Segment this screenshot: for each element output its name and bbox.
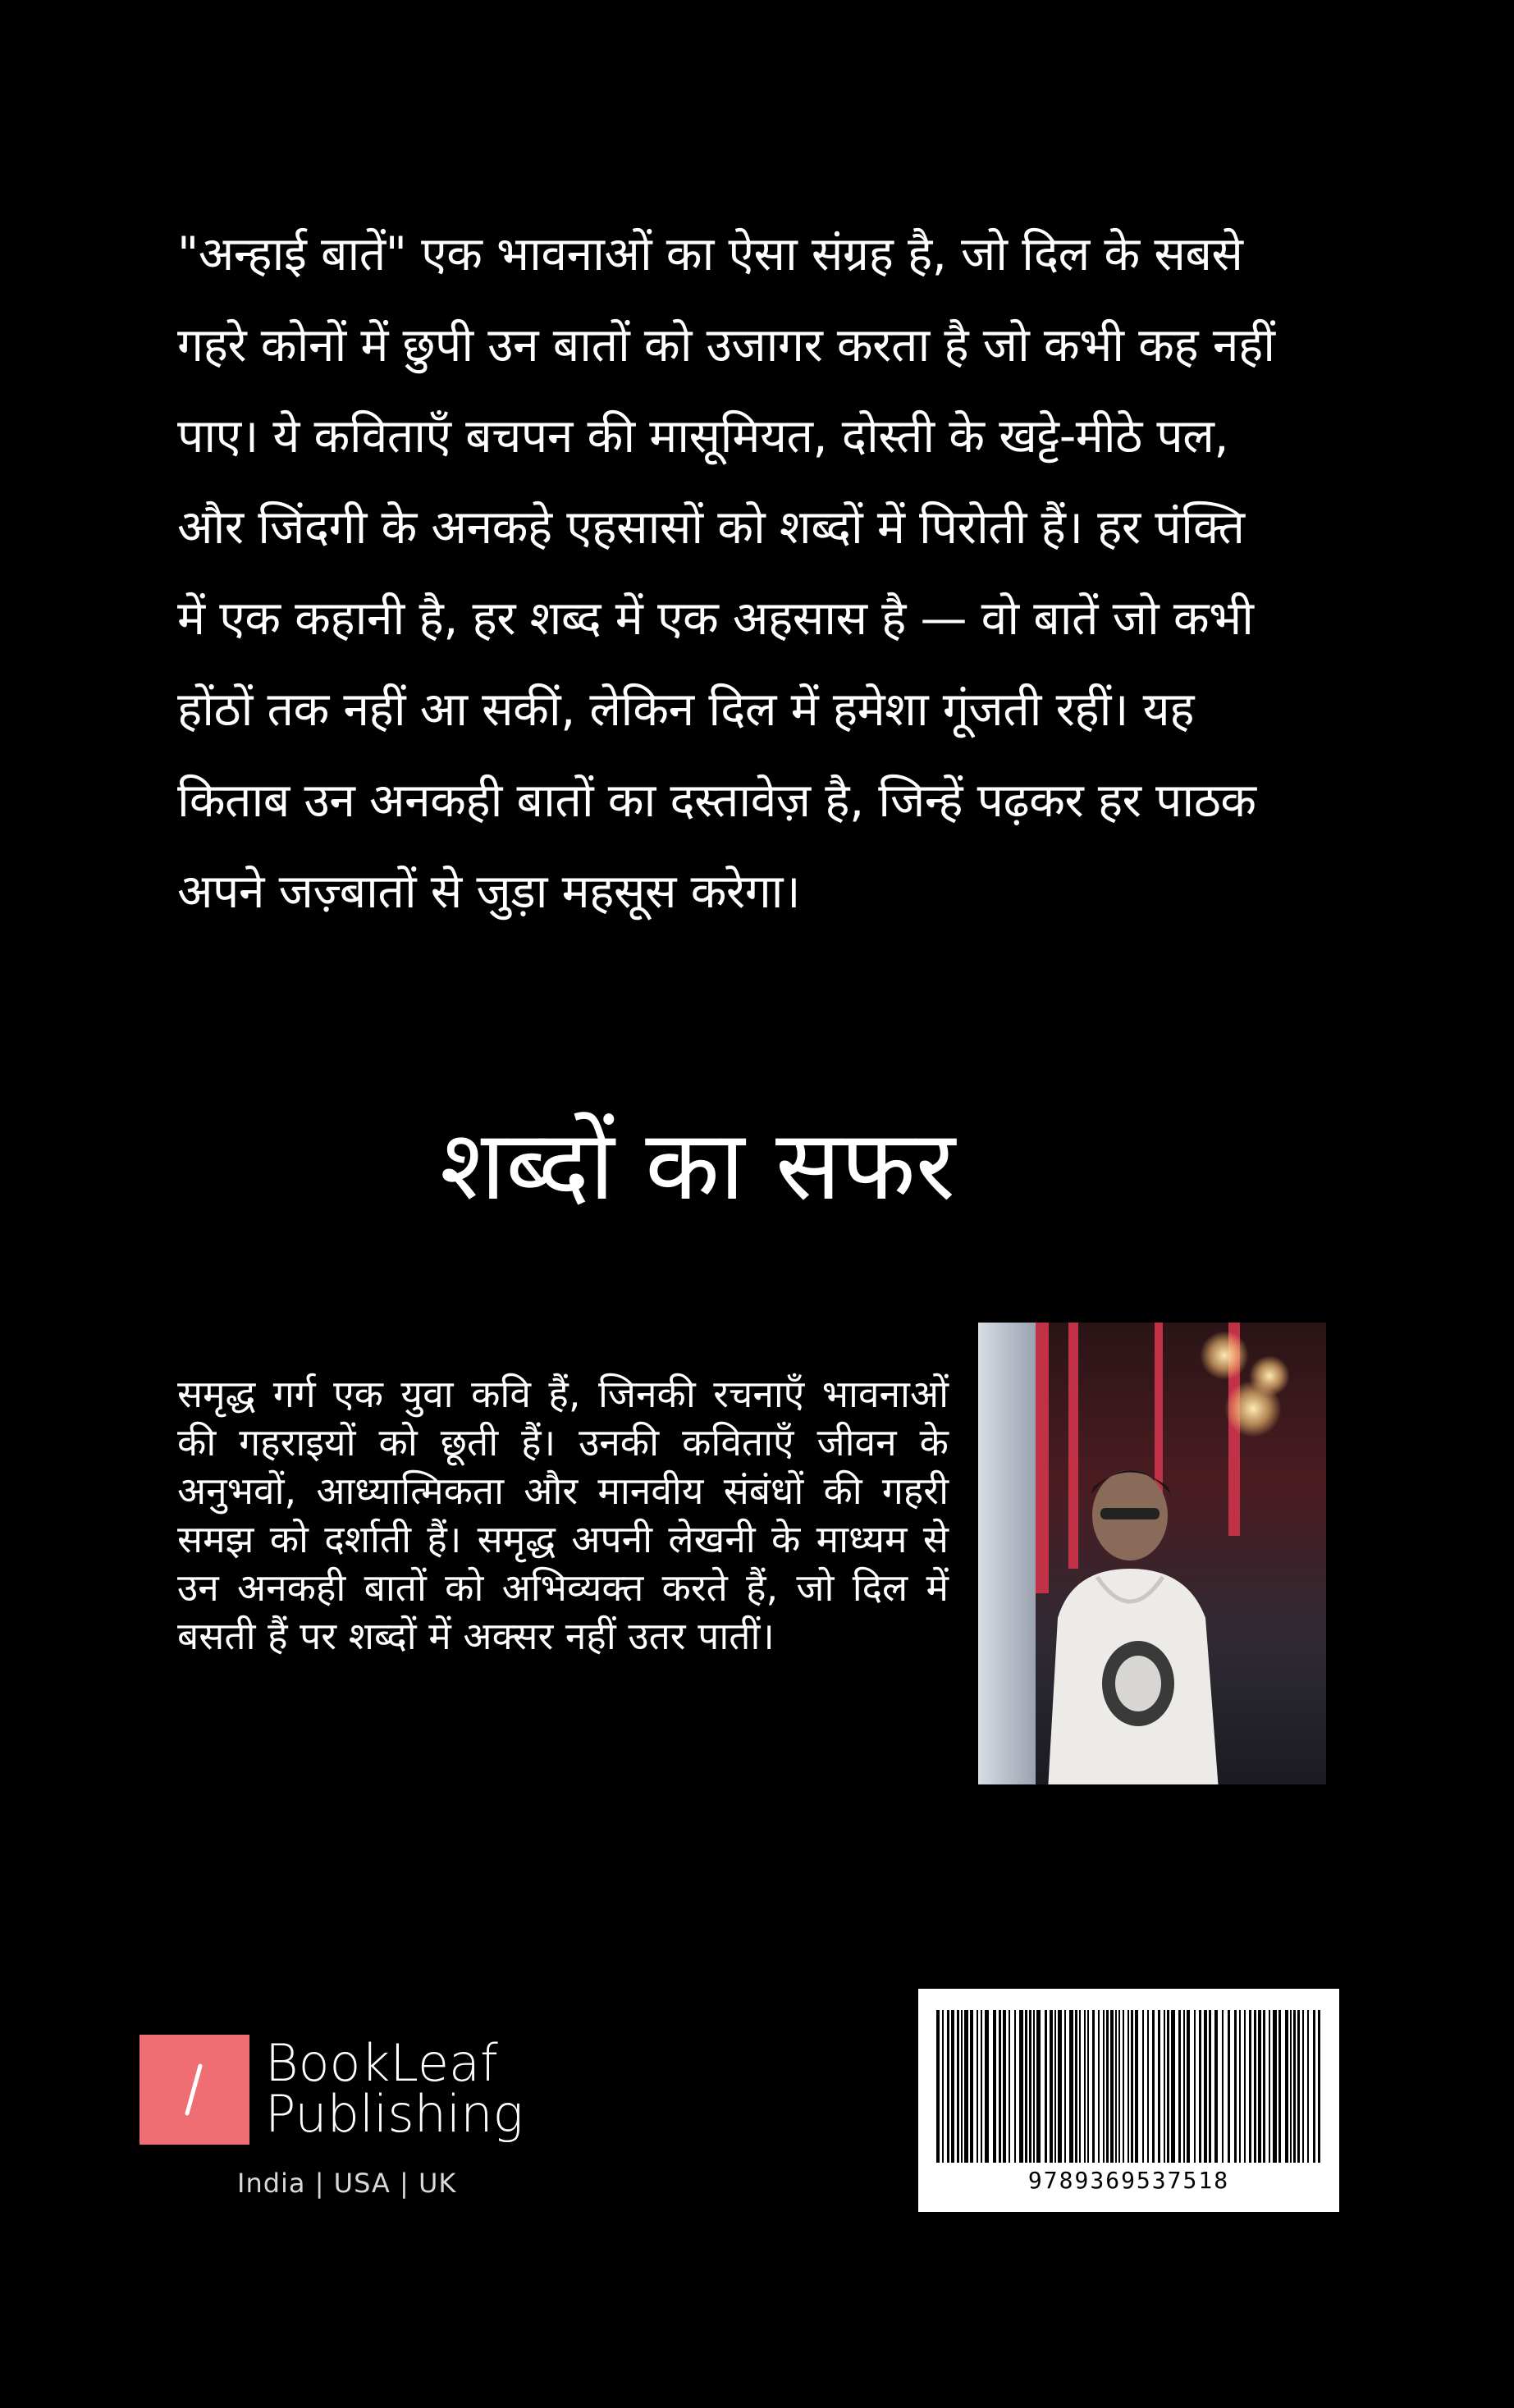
barcode-bar: [1014, 2010, 1016, 2163]
barcode-bar: [1318, 2010, 1320, 2163]
barcode-bar: [981, 2010, 982, 2163]
barcode-bar: [1187, 2010, 1190, 2163]
barcode-bar: [1110, 2010, 1114, 2163]
barcode-bar: [1222, 2010, 1224, 2163]
barcode-bar: [1244, 2010, 1246, 2163]
barcode-bar: [1087, 2010, 1089, 2163]
barcode-bar: [1019, 2010, 1023, 2163]
barcode-bar: [1290, 2010, 1292, 2163]
publisher-name-line2: Publishing: [265, 2084, 524, 2144]
author-photo: [978, 1323, 1326, 1784]
barcode-bar: [1009, 2010, 1010, 2163]
barcode-bar: [1209, 2010, 1211, 2163]
publisher-name: [265, 2033, 524, 2144]
barcode-bar: [957, 2010, 959, 2163]
barcode-bar: [1064, 2010, 1066, 2163]
barcode-bar: [1273, 2010, 1277, 2163]
barcode-bar: [1106, 2010, 1109, 2163]
logo-slash-icon: [140, 2035, 249, 2145]
barcode-bar: [1194, 2010, 1196, 2163]
author-bio: समृद्ध गर्ग एक युवा कवि हैं, जिनकी रचनाएँ भावनाओं की गहराइयों को छूती हैं। उनकी कविताएँ जीवन के अनुभवों, आध्यात्मिकता और मानवीय संबंधों की गहरी समझ को दर्शाती हैं। समृद्ध अपनी लेखनी के माध्यम से उन अनकही बातों को अभिव्यक्त करते हैं, जो दिल में बसती हैं पर शब्दों में अक्सर नहीं उतर पातीं।: [177, 1372, 949, 1658]
barcode-bar: [1142, 2010, 1144, 2163]
barcode-bar: [1092, 2010, 1095, 2163]
barcode-bar: [977, 2010, 978, 2163]
barcode-bar: [1167, 2010, 1169, 2163]
barcode-icon: [935, 2010, 1323, 2163]
barcode-bar: [1003, 2010, 1006, 2163]
barcode-bar: [1033, 2010, 1035, 2163]
barcode-bar: [1285, 2010, 1288, 2163]
isbn-number: 9789369537518: [1027, 2167, 1230, 2194]
barcode-bar: [1103, 2010, 1105, 2163]
barcode-bar: [1123, 2010, 1124, 2163]
barcode-bar: [1239, 2010, 1241, 2163]
barcode-bar: [1307, 2010, 1309, 2163]
barcode-bar: [1297, 2010, 1300, 2163]
publisher-logo: [140, 2033, 550, 2199]
isbn-barcode: [918, 1989, 1339, 2212]
barcode-bar: [1214, 2010, 1218, 2163]
barcode-bar: [1045, 2010, 1047, 2163]
barcode-bar: [1118, 2010, 1120, 2163]
barcode-bar: [947, 2010, 949, 2163]
barcode-bar: [1115, 2010, 1117, 2163]
barcode-bar: [1050, 2010, 1053, 2163]
barcode-bar: [1171, 2010, 1175, 2163]
barcode-bar: [970, 2010, 973, 2163]
publisher-regions: India | USA | UK: [237, 2168, 457, 2199]
barcode-bar: [1069, 2010, 1073, 2163]
barcode-bar: [985, 2010, 989, 2163]
lamp-glow: [1249, 1355, 1290, 1396]
barcode-bar: [951, 2010, 954, 2163]
barcode-bar: [961, 2010, 963, 2163]
barcode-bar: [1258, 2010, 1261, 2163]
barcode-bar: [1278, 2010, 1281, 2163]
barcode-bar: [1079, 2010, 1081, 2163]
barcode-bar: [1178, 2010, 1181, 2163]
barcode-bar: [1158, 2010, 1160, 2163]
barcode-bar: [1254, 2010, 1256, 2163]
barcode-bar: [993, 2010, 996, 2163]
barcode-bar: [1199, 2010, 1201, 2163]
barcode-bar: [1152, 2010, 1155, 2163]
barcode-bar: [1234, 2010, 1237, 2163]
book-title: शब्दों का सफर: [440, 1108, 955, 1222]
barcode-bar: [1131, 2010, 1133, 2163]
barcode-bar: [1036, 2010, 1041, 2163]
barcode-bar: [964, 2010, 968, 2163]
lamp-glow: [1200, 1331, 1249, 1380]
barcode-bar: [942, 2010, 944, 2163]
barcode-bar: [999, 2010, 1001, 2163]
barcode-bar: [1054, 2010, 1056, 2163]
back-cover-blurb: [177, 209, 1277, 938]
barcode-bar: [1127, 2010, 1129, 2163]
barcode-bar: [936, 2010, 940, 2163]
barcode-bar: [1135, 2010, 1138, 2163]
barcode-bar: [1183, 2010, 1185, 2163]
barcode-bar: [1075, 2010, 1077, 2163]
barcode-bar: [1098, 2010, 1100, 2163]
barcode-bar: [1164, 2010, 1165, 2163]
barcode-bar: [1313, 2010, 1315, 2163]
barcode-bar: [1269, 2010, 1270, 2163]
barcode-bar: [1263, 2010, 1265, 2163]
barcode-bar: [1204, 2010, 1207, 2163]
barcode-bar: [1302, 2010, 1304, 2163]
blurb-text: "अन्हाई बातें" एक भावनाओं का ऐसा संग्रह है, जो दिल के सबसे गहरे कोनों में छुपी उन बातों को उजागर करता है जो कभी कह नहीं पाए। ये कविताएँ बचपन की मासूमियत, दोस्ती के खट्टे-मीठे पल, और जिंदगी के अनकहे एहसासों को शब्दों में पिरोती हैं। हर पंक्ति में एक कहानी है, हर शब्द में एक अहसास है — वो बातें जो कभी होंठों तक नहीं आ सकीं, लेकिन दिल में हमेशा गूंजती रहीं। यह किताब उन अनकही बातों का दस्तावेज़ है, जिन्हें पढ़कर हर पाठक अपने जज़्बातों से जुड़ा महसूस करेगा।: [177, 227, 1275, 919]
barcode-bar: [1025, 2010, 1027, 2163]
barcode-bar: [1058, 2010, 1062, 2163]
barcode-bar: [1249, 2010, 1251, 2163]
barcode-bar: [1293, 2010, 1296, 2163]
barcode-bar: [1084, 2010, 1086, 2163]
person-figure: [1015, 1437, 1261, 1784]
barcode-bar: [1228, 2010, 1230, 2163]
publisher-name-line1: BookLeaf: [265, 2033, 498, 2093]
barcode-bar: [1029, 2010, 1031, 2163]
barcode-bar: [1147, 2010, 1149, 2163]
